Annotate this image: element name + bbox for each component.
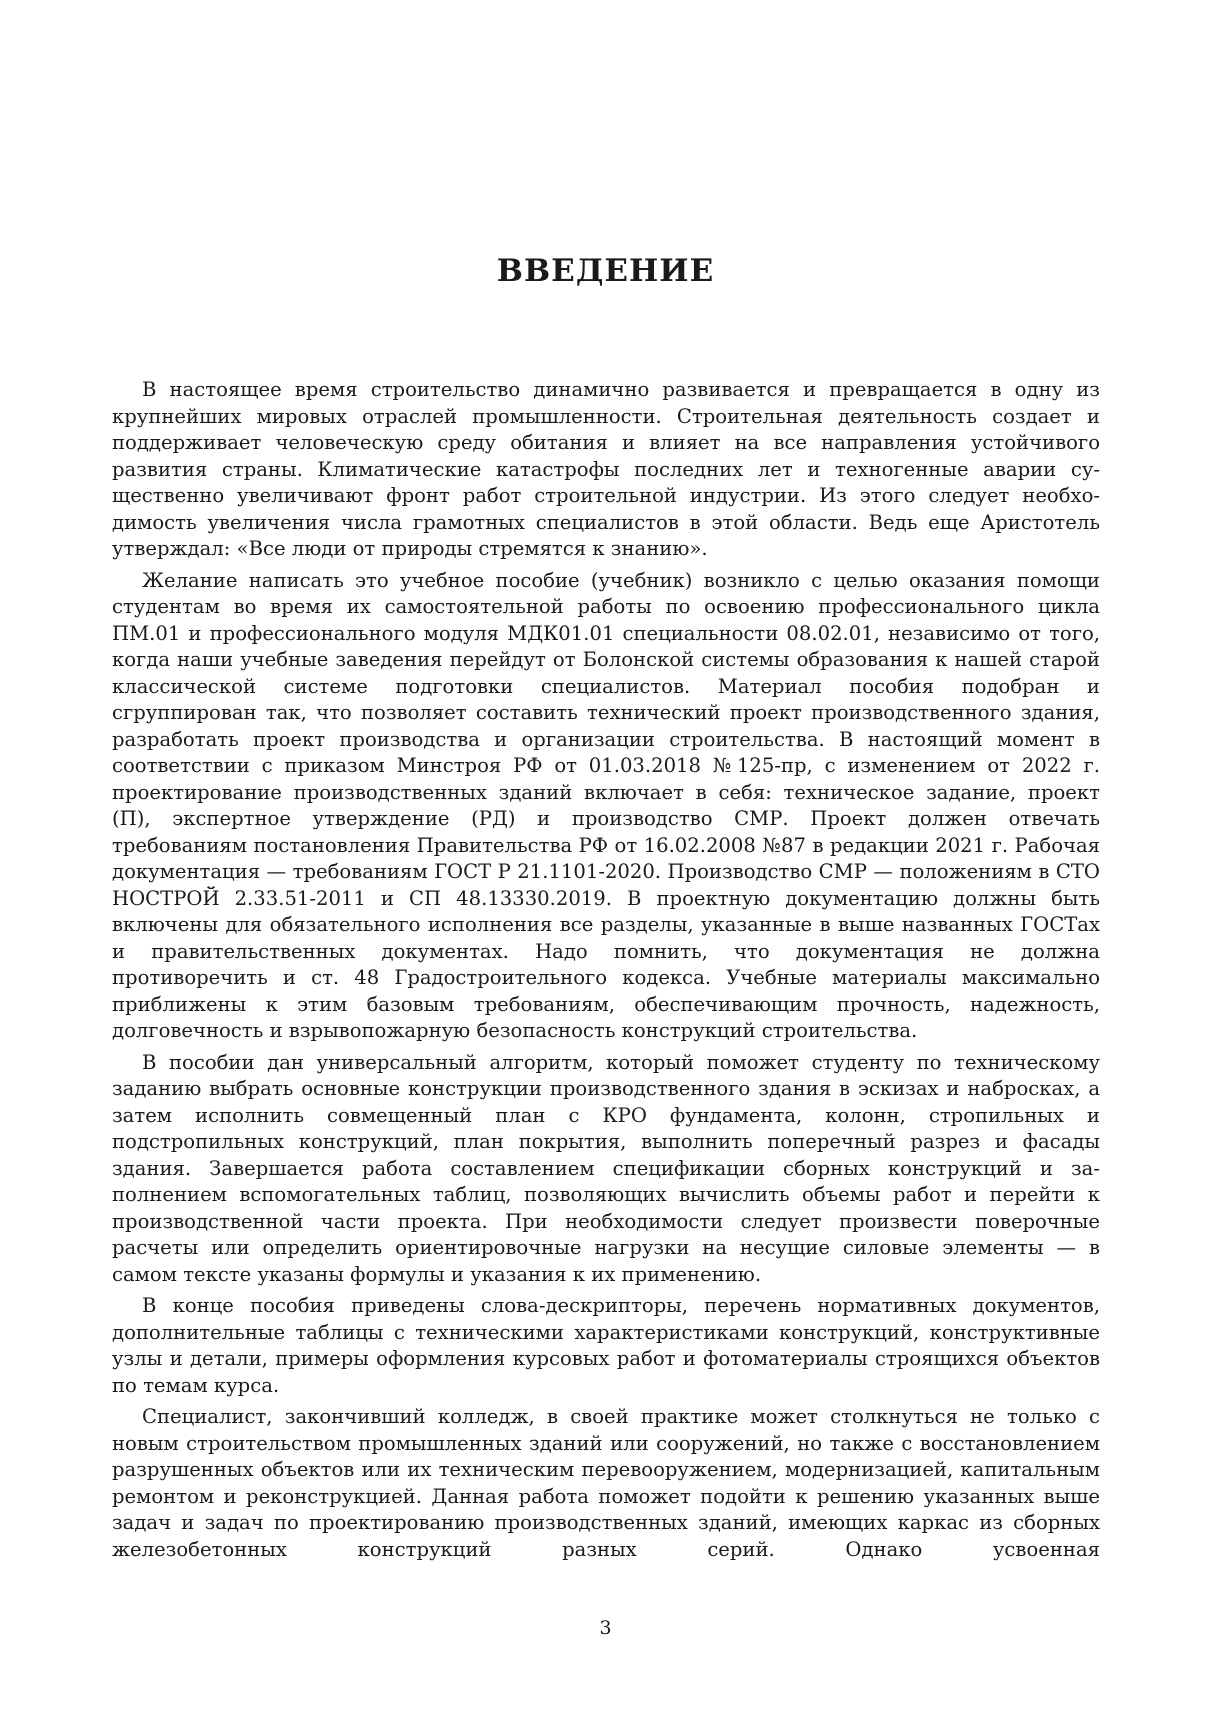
paragraph-2: Желание написать это учебное пособие (учебник) возникло с целью оказания помощи студентам во время их самостоятельной работы по освоению профессионального цикла ПМ.01 и профессионального модуля МДК01.01 специальности 08.02.01, независимо от того, когда наши учебные заведения перейдут от Болонской системы образования к нашей старой классической системе подготовки специалистов. Материал пособия подобран и сгруппирован так, что позволяет составить технический проект производственного здания, разработать проект производства и организации строительства. В настоящий момент в соответствии с приказом Минстроя РФ от 01.03.2018 №125-пр, с изменением от 2022 г. проектирование производственных зданий включает в себя: техническое задание, проект (П), экспертное утверждение (РД) и производство СМР. Проект должен отвечать требованиям постановления Правительства РФ от 16.02.2008 №87 в редакции 2021 г. Рабочая документация — требованиям ГОСТ Р 21.1101-2020. Производство СМР — положениям в СТО НОСТРОЙ 2.33.51-2011 и СП 48.13330.2019. В проектную документацию должны быть включены для обязательного исполнения все разделы, указанные в выше названных ГОСТах и правительственных документах. Надо помнить, что документация не должна противоречить и ст. 48 Градостроительного кодекса. Учебные материалы максимально приближены к этим базовым требованиям, обеспечивающим прочность, надежность, долговечность и взрывопожарную безопасность конструкций строительства.: [112, 568, 1100, 1042]
paragraph-3: В пособии дан универсальный алгоритм, который поможет студенту по техническому заданию выбрать основные конструкции производственного здания в эскизах и набросках, а затем исполнить совмещенный план с КРО фундамента, колонн, стропильных и подстропильных конструкций, план покрытия, выполнить поперечный разрез и фасады здания. Завершается работа составлением спецификации сборных конструкций и заполнением вспомогательных таблиц, позволяющих вычислить объемы работ и перейти к производственной части проекта. При необходимости следует произвести поверочные расчеты или определить ориентировочные нагрузки на несущие силовые элементы — в самом тексте указаны формулы и указания к их применению.: [112, 1050, 1100, 1286]
paragraph-1: В настоящее время строительство динамично развивается и превращается в одну из крупнейших мировых отраслей промышленности. Строительная деятельность создает и поддерживает человеческую среду обитания и влияет на все направления устойчивого развития страны. Климатические катастрофы последних лет и техногенные аварии существенно увеличивают фронт работ строительной индустрии. Из этого следует необходимость увеличения числа грамотных специалистов в этой области. Ведь еще Аристотель утверждал: «Все люди от природы стремятся к знанию».: [112, 378, 1100, 560]
paragraph-5: Специалист, закончивший колледж, в своей практике может столкнуться не только с новым строительством промышленных зданий или сооружений, но также с восстановлением разрушенных объектов или их техническим перевооружением, модернизацией, капитальным ремонтом и реконструкцией. Данная работа поможет подойти к решению указанных выше задач и задач по проектированию производственных зданий, имеющих каркас из сборных железобетонных конструкций разных серий. Однако усвоенная: [112, 1405, 1100, 1561]
page-title: ВВЕДЕНИЕ: [496, 253, 715, 289]
page-number: 3: [599, 1617, 612, 1639]
paragraph-4: В конце пособия приведены слова-дескрипторы, перечень нормативных документов, дополнительные таблицы с техническими характеристиками конструкций, конструктивные узлы и детали, примеры оформления курсовых работ и фотоматериалы строящихся объектов по темам курса.: [112, 1294, 1100, 1397]
body-text: [112, 377, 1100, 1568]
